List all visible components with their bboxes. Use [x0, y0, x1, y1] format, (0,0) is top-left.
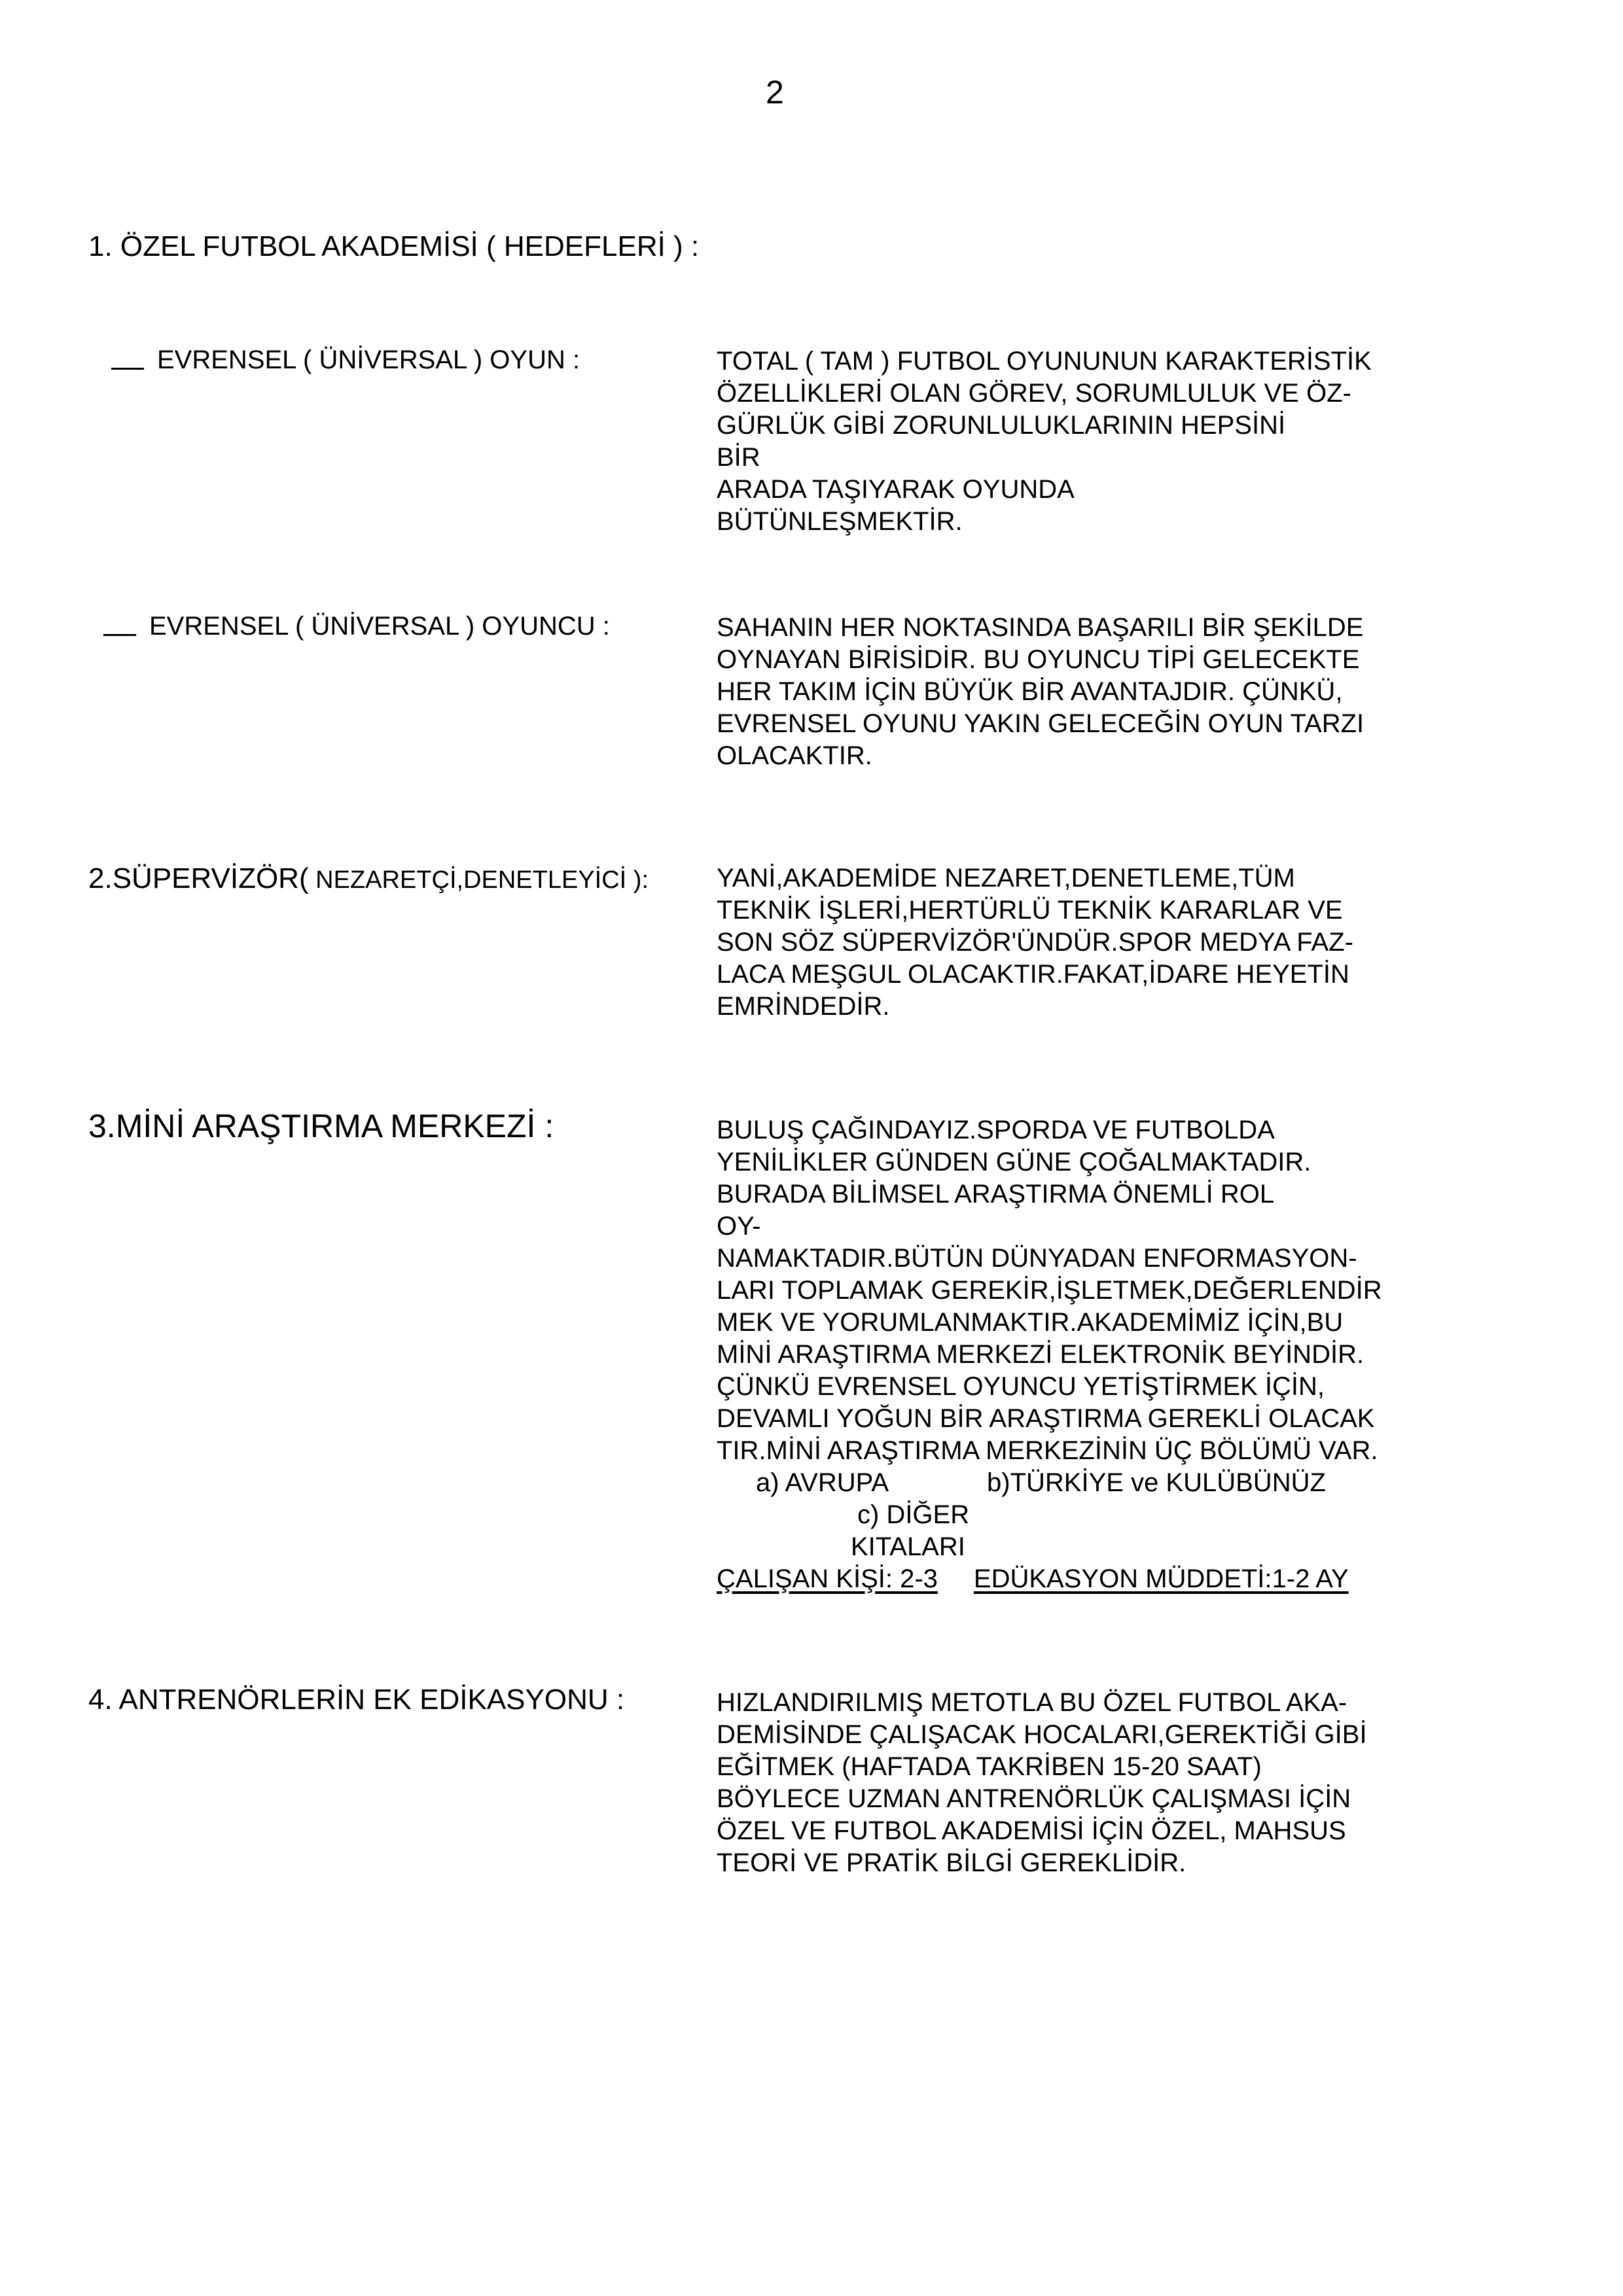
item-body-supervisor: YANİ,AKADEMİDE NEZARET,DENETLEME,TÜM TEKNİK İŞLERİ,HERTÜRLÜ TEKNİK KARARLAR VE SON SÖZ SÜPERVİZÖR'ÜNDÜR.SPOR MEDYA FAZ- LACA MEŞGUL OLACAKTIR.FAKAT,İDARE HEYETİN EMRİNDEDİR. [717, 864, 1353, 1021]
research-part-c: c) DİĞER [857, 1500, 970, 1529]
item-label-research-center: 3.MİNİ ARAŞTIRMA MERKEZİ : [88, 1108, 554, 1144]
research-staff-duration: ÇALIŞAN KİŞİ: 2-3 EDÜKASYON MÜDDETİ:1-2 AY [717, 1564, 1349, 1593]
item-label-supervisor: 2.SÜPERVİZÖR( NEZARETÇİ,DENETLEYİCİ ): [88, 862, 649, 894]
item-label-universal-game: EVRENSEL ( ÜNİVERSAL ) OYUN : [111, 345, 580, 375]
bullet-dash [111, 345, 144, 370]
item-body-universal-player: SAHANIN HER NOKTASINDA BAŞARILI BİR ŞEKİLDE OYNAYAN BİRİSİDİR. BU OYUNCU TİPİ GELECEKTE HER TAKIM İÇİN BÜYÜK BİR AVANTAJDIR. ÇÜNKÜ, EVRENSEL OYUNU YAKIN GELECEĞİN OYUN TARZI OLACAKTIR. [717, 613, 1364, 770]
item-label-universal-player: EVRENSEL ( ÜNİVERSAL ) OYUNCU : [103, 612, 610, 641]
item-body-coach-education: HIZLANDIRILMIŞ METOTLA BU ÖZEL FUTBOL AKA- DEMİSİNDE ÇALIŞACAK HOCALARI,GEREKTİĞİ GİBİ EĞİTMEK (HAFTADA TAKRİBEN 15-20 SAAT) BÖYLECE UZMAN ANTRENÖRLÜK ÇALIŞMASI İÇİN ÖZEL VE FUTBOL AKADEMİSİ İÇİN ÖZEL, MAHSUS TEORİ VE PRATİK BİLGİ GEREKLİDİR. [717, 1688, 1367, 1877]
research-part-c-continued: KITALARI [851, 1532, 965, 1561]
page-number: 2 [766, 74, 784, 111]
bullet-dash [103, 612, 136, 636]
item-label-coach-education: 4. ANTRENÖRLERİN EK EDİKASYONU : [88, 1684, 625, 1716]
item-body-research-center: BULUŞ ÇAĞINDAYIZ.SPORDA VE FUTBOLDA YENİLİKLER GÜNDEN GÜNE ÇOĞALMAKTADIR. BURADA BİLİMSEL ARAŞTIRMA ÖNEMLİ ROL OY- NAMAKTADIR.BÜTÜN DÜNYADAN ENFORMASYON- LARI TOPLAMAK GEREKİR,İŞLETMEK,DEĞERLENDİR MEK VE YORUMLANMAKTIR.AKADEMİMİZ İÇİN,BU MİNİ ARAŞTIRMA MERKEZİ ELEKTRONİK BEYİNDİR. ÇÜNKÜ EVRENSEL OYUNCU YETİŞTİRMEK İÇİN, DEVAMLI YOĞUN BİR ARAŞTIRMA GEREKLİ OLACAK TIR.MİNİ ARAŞTIRMA MERKEZİNİN ÜÇ BÖLÜMÜ VAR. a) AVRUPA b)TÜRKİYE ve KULÜBÜNÜZ c) DİĞER KITALARI ÇALIŞAN KİŞİ: 2-3 EDÜKASYON MÜDDETİ:1-2 AY [717, 1114, 1382, 1595]
section-title: 1. ÖZEL FUTBOL AKADEMİSİ ( HEDEFLERİ ) : [88, 230, 700, 262]
research-parts-ab: a) AVRUPA b)TÜRKİYE ve KULÜBÜNÜZ [756, 1468, 1326, 1497]
item-body-universal-game: TOTAL ( TAM ) FUTBOL OYUNUNUN KARAKTERİSTİK ÖZELLİKLERİ OLAN GÖREV, SORUMLULUK VE ÖZ- GÜRLÜK GİBİ ZORUNLULUKLARININ HEPSİNİ BİR ARADA TAŞIYARAK OYUNDA BÜTÜNLEŞMEKTİR. [717, 347, 1372, 536]
